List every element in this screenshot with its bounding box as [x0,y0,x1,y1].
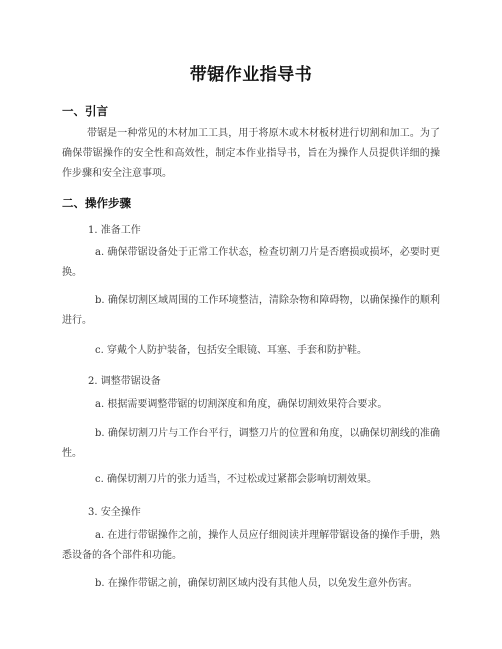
step-3-label: 3. 安全操作 [88,507,141,518]
step-3-item-b: b. 在操作带锯之前，确保切割区域内没有其他人员，以免发生意外伤害。 [95,578,418,589]
document-title: 带锯作业指导书 [189,65,313,85]
step-2-item-c: c. 确保切割刀片的张力适当，不过松或过紧都会影响切割效果。 [95,474,377,485]
section-heading-introduction: 一、引言 [62,104,108,118]
section-heading-steps: 二、操作步骤 [62,196,131,210]
step-3-item-a: a. 在进行带锯操作之前，操作人员应仔细阅读并理解带锯设备的操作手册，熟悉设备的各个部件和功能。 [62,530,440,561]
step-2-item-a: a. 根据需要调整带锯的切割深度和角度，确保切割效果符合要求。 [95,399,388,410]
step-2-item-b: b. 确保切割刀片与工作台平行，调整刀片的位置和角度，以确保切割线的准确性。 [62,428,440,459]
step-1-item-c: c. 穿戴个人防护装备，包括安全眼镜、耳塞、手套和防护鞋。 [95,345,367,356]
introduction-paragraph: 带锯是一种常见的木材加工工具，用于将原木或木材板材进行切割和加工。为了确保带锯操作的安全性和高效性，制定本作业指导书，旨在为操作人员提供详细的操作步骤和安全注意事项。 [62,128,440,179]
step-1-label: 1. 准备工作 [88,225,141,236]
step-2-label: 2. 调整带锯设备 [88,376,161,387]
step-1-item-a: a. 确保带锯设备处于正常工作状态，检查切割刀片是否磨损或损坏，必要时更换。 [62,247,440,278]
step-1-item-b: b. 确保切割区域周围的工作环境整洁，清除杂物和障碍物，以确保操作的顺利进行。 [62,295,440,326]
